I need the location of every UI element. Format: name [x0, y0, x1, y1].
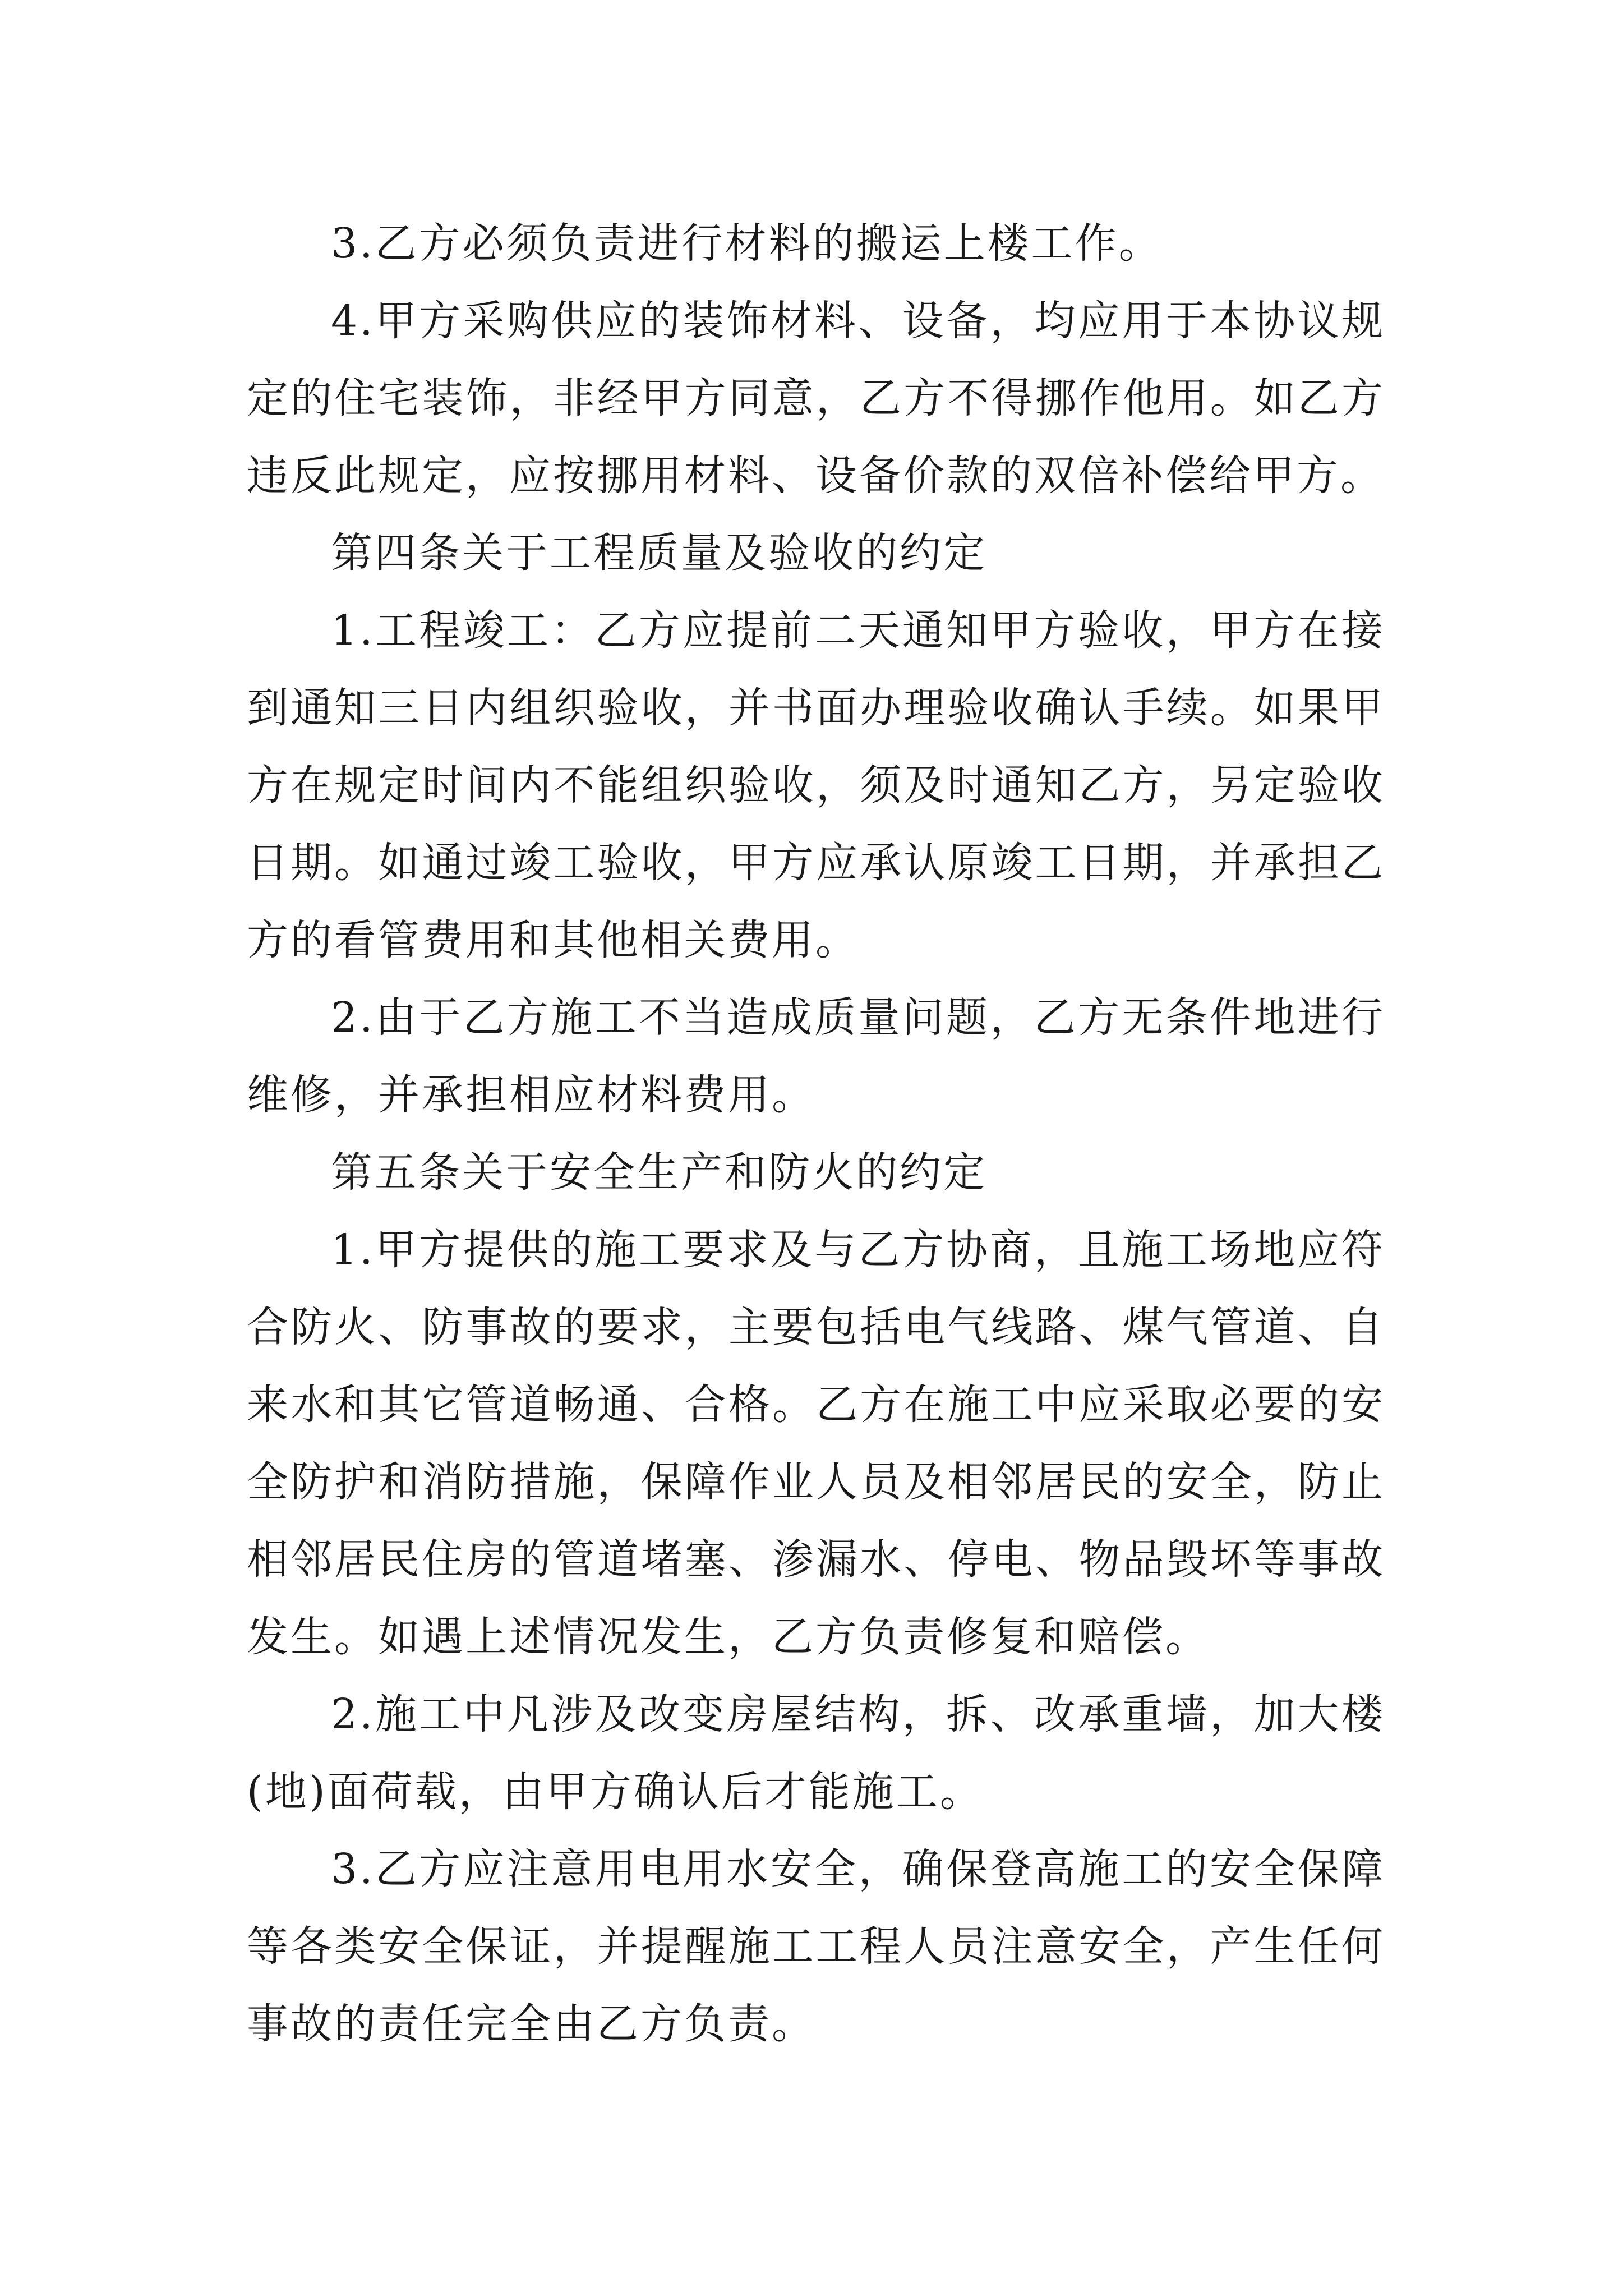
clause-5-2: 2.施工中凡涉及改变房屋结构，拆、改承重墙，加大楼(地)面荷载，由甲方确认后才能施工。: [247, 1690, 1385, 1816]
document-body: [247, 205, 1385, 2063]
clause-4-1: 1.工程竣工：乙方应提前二天通知甲方验收，甲方在接到通知三日内组织验收，并书面办理验收确认手续。如果甲方在规定时间内不能组织验收，须及时通知乙方，另定验收日期。如通过竣工验收，甲方应承认原竣工日期，并承担乙方的看管费用和其他相关费用。: [247, 606, 1385, 964]
clause-3-4: 4.甲方采购供应的装饰材料、设备，均应用于本协议规定的住宅装饰，非经甲方同意，乙方不得挪作他用。如乙方违反此规定，应按挪用材料、设备价款的双倍补偿给甲方。: [247, 297, 1385, 500]
clause-4-2: 2.由于乙方施工不当造成质量问题，乙方无条件地进行维修，并承担相应材料费用。: [247, 993, 1385, 1119]
clause-5-3: 3.乙方应注意用电用水安全，确保登高施工的安全保障等各类安全保证，并提醒施工工程人员注意安全，产生任何事故的责任完全由乙方负责。: [247, 1845, 1385, 2048]
clause-5-1: 1.甲方提供的施工要求及与乙方协商，且施工场地应符合防火、防事故的要求，主要包括电气线路、煤气管道、自来水和其它管道畅通、合格。乙方在施工中应采取必要的安全防护和消防措施，保障作业人员及相邻居民的安全，防止相邻居民住房的管道堵塞、渗漏水、停电、物品毁坏等事故发生。如遇上述情况发生，乙方负责修复和赔偿。: [247, 1226, 1385, 1661]
article-5-heading: 第五条关于安全生产和防火的约定: [331, 1148, 987, 1197]
article-4-heading: 第四条关于工程质量及验收的约定: [331, 529, 987, 577]
clause-3-3: 3.乙方必须负责进行材料的搬运上楼工作。: [331, 219, 1163, 268]
